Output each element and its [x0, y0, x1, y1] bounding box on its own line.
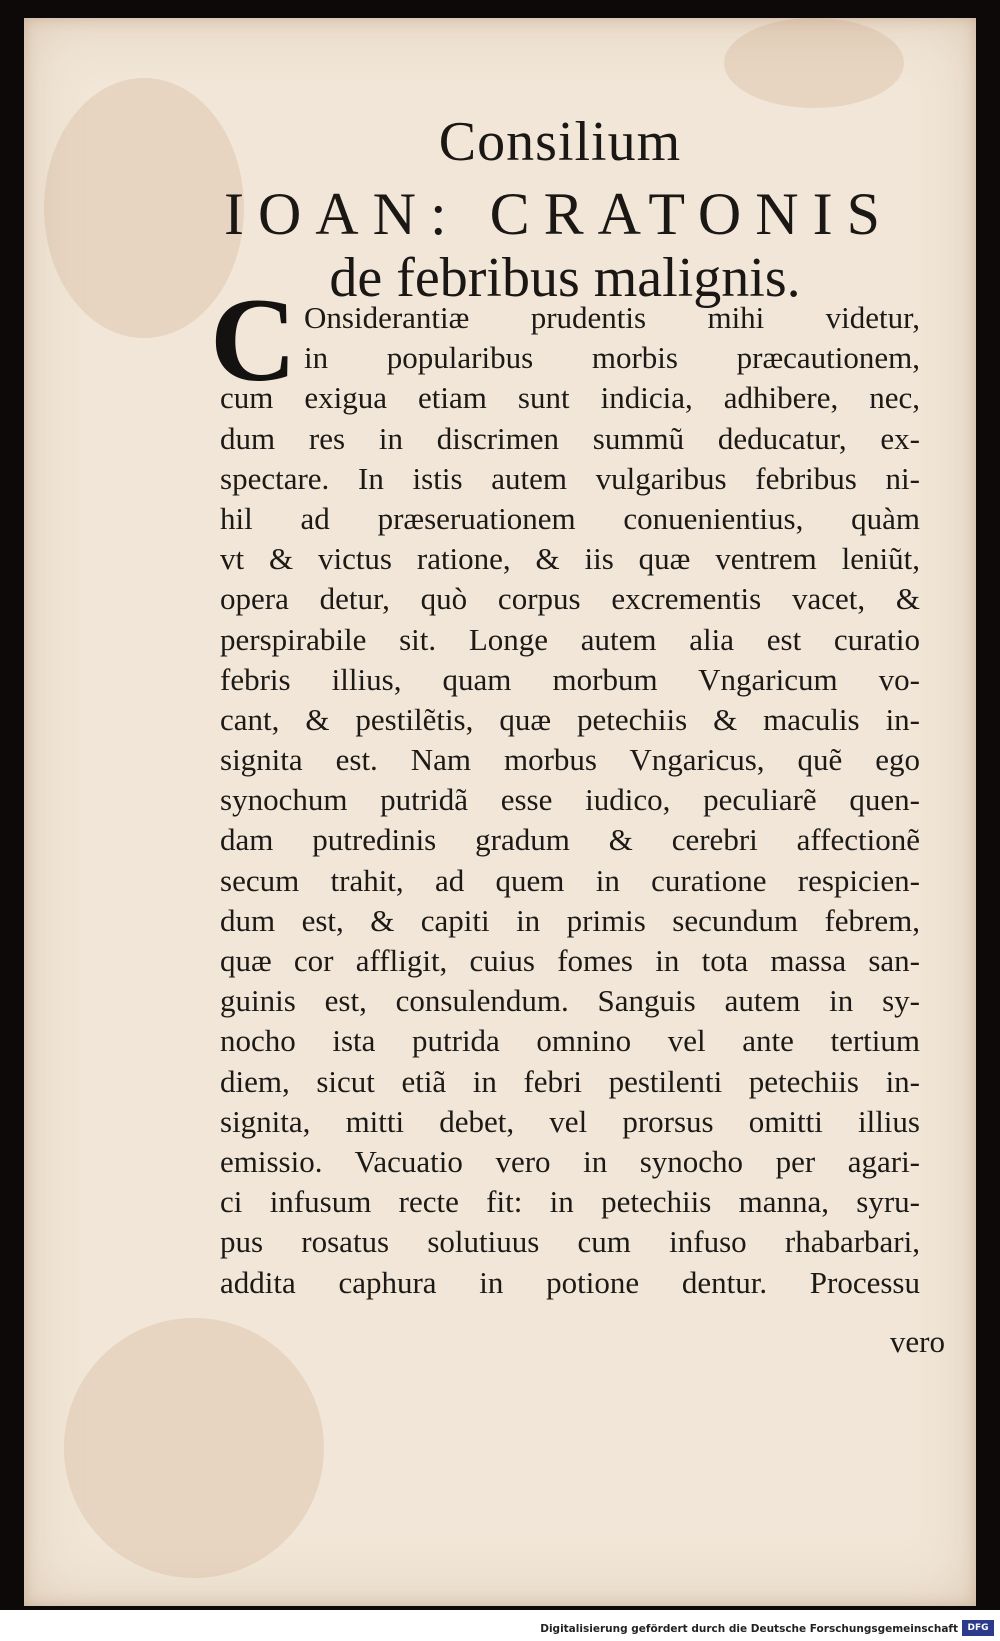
- footer-credit: Digitalisierung gefördert durch die Deutsche Forschungsgemeinschaft: [540, 1623, 958, 1635]
- drop-cap: C: [210, 273, 297, 406]
- catchword: vero: [889, 1324, 945, 1359]
- title-line-3: de febribus malignis.: [329, 247, 801, 309]
- text-line: signita, mitti debet, vel prorsus omitti illius: [220, 1103, 920, 1139]
- text-line: ci infusum recte fit: in petechiis manna, syru-: [220, 1184, 920, 1220]
- text-line: Onsiderantiæ prudentis mihi videtur,: [304, 300, 920, 335]
- text-line: pus rosatus solutiuus cum infuso rhabarbari,: [220, 1224, 920, 1260]
- text-line: cum exigua etiam sunt indicia, adhibere, nec,: [220, 380, 920, 416]
- text-line: dam putredinis gradum & cerebri affectionẽ: [220, 822, 920, 858]
- text-line: emissio. Vacuatio vero in synocho per agari-: [220, 1143, 920, 1179]
- text-line: hil ad præseruationem conuenientius, quàm: [220, 500, 920, 536]
- paper-stain: [724, 18, 904, 108]
- text-line: spectare. In istis autem vulgaribus febribus ni-: [220, 460, 920, 496]
- text-line: quæ cor affligit, cuius fomes in tota massa san-: [220, 943, 920, 978]
- dfg-logo: DFG: [962, 1620, 994, 1636]
- text-line: diem, sicut etiã in febri pestilenti petechiis in-: [220, 1063, 920, 1099]
- text-line: guinis est, consulendum. Sanguis autem in sy-: [220, 983, 920, 1019]
- text-line: perspirabile sit. Longe autem alia est curatio: [220, 621, 920, 657]
- title-line-1: Consilium: [438, 111, 682, 173]
- text-line: cant, & pestilẽtis, quæ petechiis & maculis in-: [220, 701, 920, 737]
- text-line: synochum putridã esse iudico, peculiarẽ quen-: [220, 782, 920, 818]
- text-line: addita caphura in potione dentur. Processu: [220, 1264, 920, 1300]
- paper-stain: [64, 1318, 324, 1578]
- text-line: signita est. Nam morbus Vngaricus, quẽ ego: [220, 742, 920, 778]
- text-line: dum res in discrimen summũ deducatur, ex-: [220, 420, 920, 456]
- text-line: dum est, & capiti in primis secundum febrem,: [220, 902, 920, 938]
- text-line: nocho ista putrida omnino vel ante tertium: [220, 1023, 920, 1059]
- body-text: [220, 298, 920, 1303]
- text-line: secum trahit, ad quem in curatione respicien-: [220, 862, 920, 898]
- text-line: febris illius, quam morbum Vngaricum vo-: [220, 661, 920, 697]
- text-line: vt & victus ratione, & iis quæ ventrem leniũt,: [220, 541, 920, 577]
- title-line-2: IOAN: CRATONIS: [224, 181, 894, 247]
- text-line: in popularibus morbis præcautionem,: [304, 340, 920, 376]
- text-line: opera detur, quò corpus excrementis vacet, &: [220, 581, 920, 617]
